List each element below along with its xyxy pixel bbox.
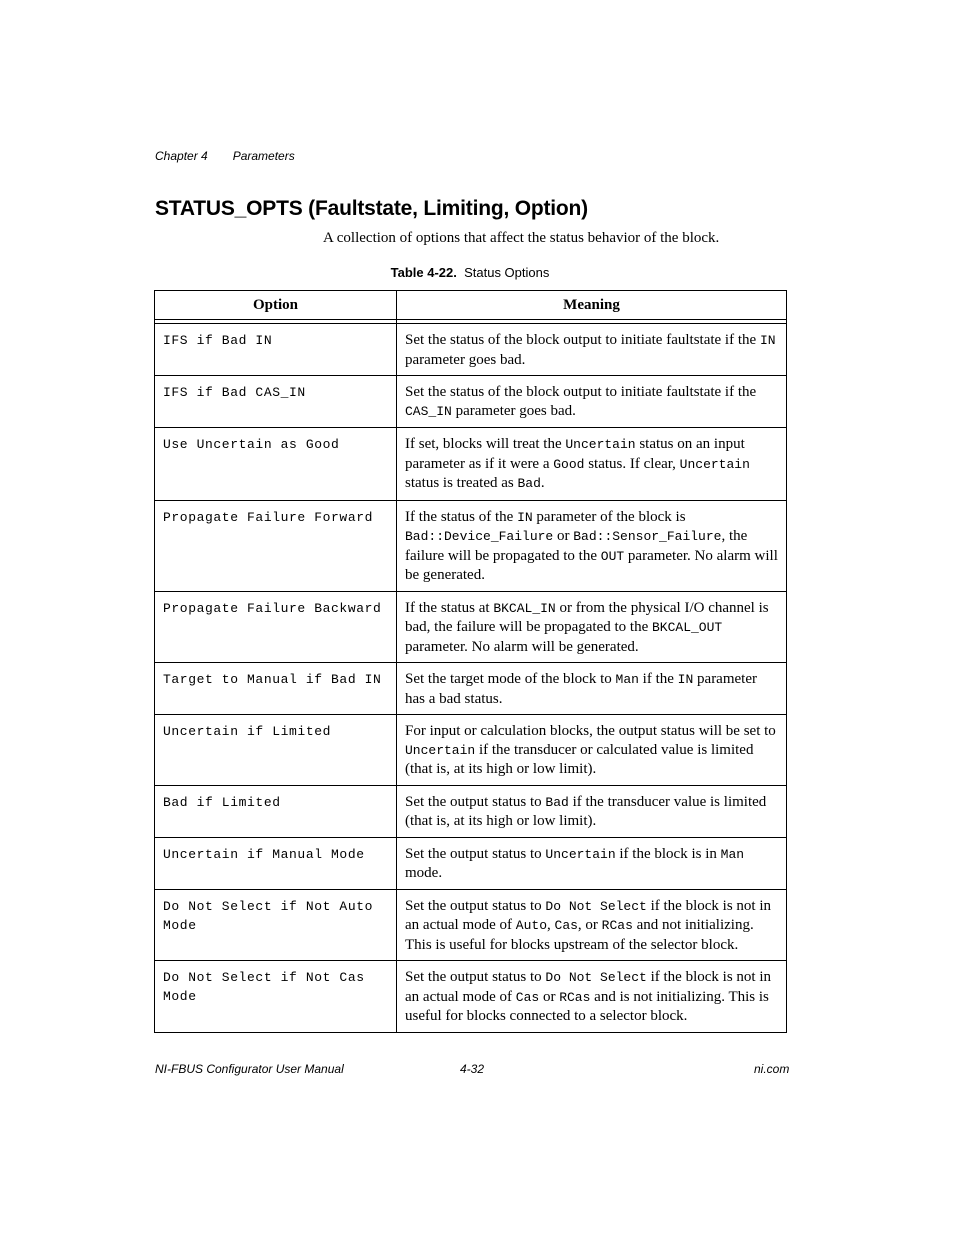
meaning-text: Set the output status to [405,969,546,985]
meaning-text: if the transducer or calculated value is limited (that is, at its high or low limit). [405,741,754,777]
option-cell: Uncertain if Manual Mode [155,837,397,889]
option-cell: Do Not Select if Not Auto Mode [155,889,397,961]
meaning-text: or [539,988,560,1005]
table-row [155,428,787,501]
code-literal: Uncertain [545,846,616,862]
footer-site: ni.com [754,1062,790,1076]
meaning-text: If the status of the [405,508,518,525]
meaning-cell [397,500,787,591]
option-cell: Propagate Failure Backward [155,591,397,663]
table-row [155,785,787,837]
meaning-text: and not initializing. This is useful for blocks upstream of the selector block. [405,917,754,953]
code-literal: BKCAL_IN [493,600,556,616]
meaning-text: parameter goes bad. [451,402,576,419]
meaning-cell [397,889,787,961]
code-literal: Cas [554,918,578,933]
code-literal: CAS_IN [405,403,452,419]
meaning-cell [397,324,787,376]
meaning-text: parameter. No alarm will be generated. [405,638,639,655]
column-header-meaning: Meaning [397,291,787,320]
table-header-row [155,291,787,320]
table-caption [0,265,940,280]
meaning-cell [397,663,787,715]
table-row [155,500,787,591]
meaning-text: if the block is not in an actual mode of [405,969,771,1005]
meaning-text: Set the target mode of the block to [405,671,616,687]
running-header [155,149,295,163]
code-literal: Bad [545,794,569,810]
table-row [155,889,787,961]
meaning-cell [397,961,787,1033]
option-cell: IFS if Bad IN [155,324,397,376]
meaning-text: status on an input parameter as if it were a [405,436,745,472]
table-row [155,961,787,1033]
column-header-option: Option [155,291,397,320]
meaning-text: mode. [405,865,443,881]
meaning-text: and is not initializing. This is useful for blocks connected to a selector block. [405,988,769,1024]
meaning-text: . [540,475,545,491]
table-row [155,324,787,376]
option-cell: Use Uncertain as Good [155,428,397,501]
table-caption-title: Status Options [464,265,550,280]
meaning-text: if the [638,671,678,687]
meaning-text: Set the output status to [405,897,546,914]
code-literal: Cas [515,989,540,1005]
meaning-text: parameter goes bad. [405,351,526,368]
option-cell: IFS if Bad CAS_IN [155,376,397,428]
code-literal: Auto [515,918,548,933]
table-row [155,837,787,889]
meaning-text: , [547,917,555,933]
meaning-cell [397,715,787,786]
meaning-text: , or [577,917,602,933]
code-literal: Good [553,456,585,472]
code-literal: BKCAL_OUT [652,620,723,635]
option-cell: Bad if Limited [155,785,397,837]
meaning-cell [397,376,787,428]
meaning-text: or from the physical I/O channel is bad, the failure will be propagated to the [405,599,769,635]
meaning-text: Set the output status to [405,793,546,810]
footer-manual-title: NI-FBUS Configurator User Manual [155,1062,344,1076]
code-literal: Man [615,672,639,687]
code-literal: IN [677,672,694,687]
meaning-text: Set the output status to [405,845,546,862]
code-literal: Man [720,846,745,862]
code-literal: Uncertain [405,742,476,758]
meaning-text: parameter of the block is [532,508,686,525]
meaning-text: parameter. No alarm will be generated. [405,547,778,583]
table-caption-number: Table 4-22. [390,265,457,280]
code-literal: Bad::Sensor_Failure [573,529,722,544]
option-cell: Uncertain if Limited [155,715,397,786]
code-literal: IN [759,333,776,348]
intro-paragraph: A collection of options that affect the status behavior of the block. [323,230,720,246]
table-row [155,715,787,786]
section-label: Parameters [232,149,295,163]
meaning-text: parameter has a bad status. [405,671,757,707]
meaning-text: if the transducer value is limited (that is, at its high or low limit). [405,793,767,829]
code-literal: RCas [559,989,591,1005]
code-literal: Do Not Select [545,898,647,914]
table-row [155,663,787,715]
meaning-cell [397,591,787,663]
code-literal: Uncertain [565,437,636,452]
meaning-text: Set the status of the block output to initiate faultstate if the [405,332,760,348]
meaning-text: If the status at [405,599,494,616]
section-title: STATUS_OPTS (Faultstate, Limiting, Option) [155,197,588,220]
meaning-text: if the block is in [615,845,721,862]
footer-page-number: 4-32 [460,1062,485,1076]
code-literal: Uncertain [679,456,750,472]
meaning-text: if the block is not in an actual mode of [405,897,771,933]
option-cell: Propagate Failure Forward [155,500,397,591]
option-cell: Target to Manual if Bad IN [155,663,397,715]
code-literal: Do Not Select [545,970,647,985]
meaning-text: status. If clear, [584,455,680,472]
code-literal: IN [517,509,533,525]
meaning-cell [397,785,787,837]
meaning-text: status is treated as [405,475,518,491]
meaning-cell [397,428,787,501]
code-literal: Bad::Device_Failure [405,529,554,544]
code-literal: OUT [600,548,625,564]
code-literal: Bad [517,476,541,491]
meaning-cell [397,837,787,889]
status-options-table [154,290,787,1033]
meaning-text: Set the status of the block output to initiate faultstate if the [405,384,757,400]
meaning-text: , the failure will be propagated to the [405,528,748,564]
meaning-text: If set, blocks will treat the [405,436,566,452]
meaning-text: or [553,528,574,544]
table-row [155,376,787,428]
code-literal: RCas [601,918,633,933]
meaning-text: For input or calculation blocks, the output status will be set to [405,723,776,739]
chapter-label: Chapter 4 [155,149,208,163]
table-row [155,591,787,663]
option-cell: Do Not Select if Not Cas Mode [155,961,397,1033]
